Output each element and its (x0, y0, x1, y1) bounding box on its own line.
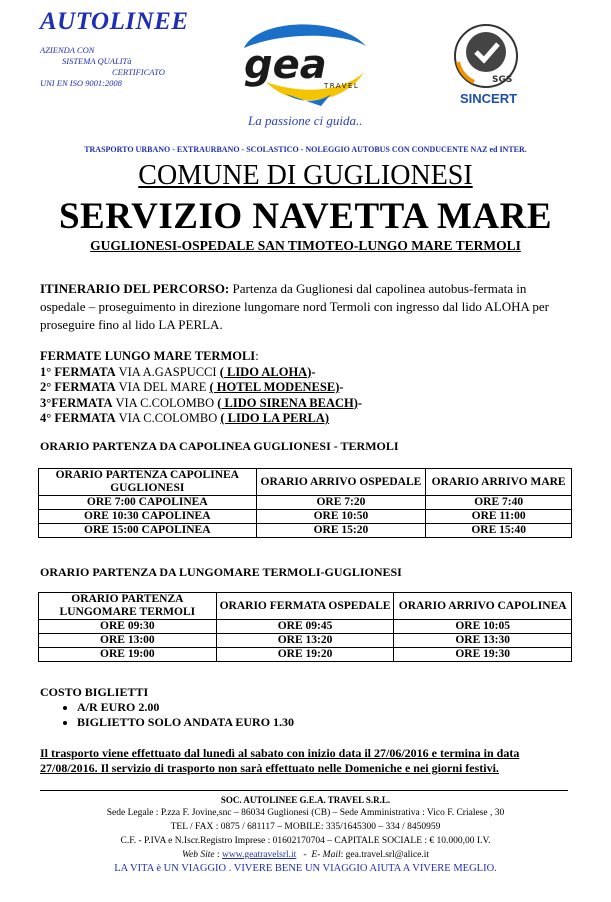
website-link[interactable]: www.geatravelsrl.it (221, 850, 297, 860)
table-cell: ORE 19:00 (39, 648, 217, 662)
table-cell: ORE 7:20 (256, 496, 426, 510)
cert-line: UNI EN ISO 9001:2008 (40, 78, 122, 88)
table-cell: ORE 10:50 (256, 510, 426, 524)
price-item: • BIGLIETTO SOLO ANDATA EURO 1.30 (77, 715, 294, 730)
stops-title: FERMATE LUNGO MARE TERMOLI (40, 349, 256, 363)
logo-text: gea (244, 42, 327, 88)
cert-line: CERTIFICATO (112, 67, 165, 77)
certification-note (40, 45, 165, 89)
comune-title: COMUNE DI GUGLIONESI (138, 160, 473, 191)
itinerary-paragraph (40, 280, 560, 334)
service-notice: Il trasporto viene effettuato dal lunedì al sabato con inizio data il 27/06/2016 e termina in data 27/08/2016. Il servizio di trasporto non sarà effettuato nelle Domeniche e nei giorni festivi. (40, 746, 520, 775)
sgs-text: SGS (492, 75, 513, 85)
table-cell: ORE 7:00 CAPOLINEA (39, 496, 257, 510)
table-row (39, 634, 572, 648)
itinerary-text: Partenza da Guglionesi dal capolinea autobus-fermata in ospedale – proseguimento in direzione lungomare nord Termoli con ingresso dal lido ALOHA per proseguire fino al lido LA PERLA. (40, 281, 549, 332)
table2-title: ORARIO PARTENZA DA LUNGOMARE TERMOLI-GUGLIONESI (40, 565, 402, 579)
column-header: ORARIO ARRIVO CAPOLINEA (394, 593, 572, 620)
company-contacts: Web Site : www.geatravelsrl.it - E- Mail: gea.travel.srl@alice.it (181, 850, 430, 860)
column-header: ORARIO FERMATA OSPEDALE (216, 593, 394, 620)
table-cell: ORE 13:00 (39, 634, 217, 648)
table-row (39, 510, 572, 524)
table1-title: ORARIO PARTENZA DA CAPOLINEA GUGLIONESI - TERMOLI (40, 439, 399, 453)
table-cell: ORE 7:40 (426, 496, 572, 510)
price-item: • A/R EURO 2.00 (77, 700, 294, 715)
stop-item (40, 380, 362, 396)
stop-street: VIA C.COLOMBO (115, 411, 221, 425)
table-cell: ORE 10:05 (394, 620, 572, 634)
timetable-outbound (38, 468, 572, 538)
stop-number: 1° FERMATA (40, 364, 116, 379)
cert-line: SISTEMA QUALITà (62, 56, 132, 66)
table-header-row (39, 593, 572, 620)
stop-item (40, 365, 362, 381)
table-cell: ORE 15:40 (426, 524, 572, 538)
table-cell: ORE 19:20 (216, 648, 394, 662)
gea-travel-logo (226, 20, 376, 110)
stop-street: VIA DEL MARE (115, 380, 210, 394)
stop-number: 3°FERMATA (40, 395, 113, 410)
stop-number: 4° FERMATA (40, 411, 116, 425)
stop-place: ( LIDO ALOHA) (219, 364, 312, 379)
table-cell: ORE 10:30 CAPOLINEA (39, 510, 257, 524)
services-line: TRASPORTO URBANO - EXTRAURBANO - SCOLASTICO - NOLEGGIO AUTOBUS CON CONDUCENTE NAZ ed INTER. (84, 145, 527, 154)
column-header: ORARIO PARTENZA CAPOLINEA GUGLIONESI (39, 469, 257, 496)
column-header: ORARIO ARRIVO MARE (426, 469, 572, 496)
sincert-label: SINCERT (460, 91, 518, 106)
stop-place: ( LIDO LA PERLA) (220, 411, 330, 425)
table-cell: ORE 09:45 (216, 620, 394, 634)
company-address: Sede Legale : P.zza F. Jovine,snc – 86034 Guglionesi (CB) – Sede Amministrativa : Vico F. Crialese , 30 (106, 808, 505, 818)
cert-line: AZIENDA CON (40, 45, 95, 55)
stop-street: VIA A.GASPUCCI (115, 364, 220, 379)
company-tax-info: C.F. - P.IVA e N.Iscr.Registro Imprese : 01602170704 – CAPITALE SOCIALE : € 10.000,00 I.V. (120, 836, 491, 846)
footer-divider (40, 790, 568, 791)
email-link[interactable]: gea.travel.srl@alice.it (345, 850, 430, 860)
logo-subtext: TRAVEL (324, 82, 360, 90)
sgs-seal-icon (452, 22, 520, 90)
table-cell: ORE 15:20 (256, 524, 426, 538)
table-cell: ORE 15:00 CAPOLINEA (39, 524, 257, 538)
itinerary-label: ITINERARIO DEL PERCORSO: (40, 281, 230, 296)
stop-tail: - (357, 395, 363, 410)
table-cell: ORE 09:30 (39, 620, 217, 634)
stop-street: VIA C.COLOMBO (112, 395, 218, 410)
route-subtitle: GUGLIONESI-OSPEDALE SAN TIMOTEO-LUNGO MARE TERMOLI (90, 238, 521, 253)
stop-number: 2° FERMATA (40, 380, 116, 394)
slogan: La passione ci guida.. (248, 113, 363, 128)
brand-title: AUTOLINEE (40, 8, 189, 35)
column-header: ORARIO PARTENZA LUNGOMARE TERMOLI (39, 593, 217, 620)
stops-title-suffix: : (255, 349, 259, 363)
table-row (39, 620, 572, 634)
table-cell: ORE 11:00 (426, 510, 572, 524)
stop-item (40, 411, 362, 427)
mail-label: E- Mail (311, 850, 341, 860)
prices-title: COSTO BIGLIETTI (40, 685, 149, 699)
stop-place: ( HOTEL MODENESE) (209, 380, 340, 394)
table-cell: ORE 13:20 (216, 634, 394, 648)
stop-place: ( LIDO SIRENA BEACH) (217, 395, 358, 410)
company-name: SOC. AUTOLINEE G.E.A. TRAVEL S.R.L. (220, 795, 391, 805)
stop-tail: - (311, 364, 316, 379)
service-title: SERVIZIO NAVETTA MARE (58, 196, 553, 237)
ticket-prices (40, 685, 294, 730)
stops-list (40, 349, 362, 427)
footer-motto: LA VITA è UN VIAGGIO . VIVERE BENE UN VIAGGIO AIUTA A VIVERE MEGLIO. (114, 863, 497, 874)
table-row (39, 524, 572, 538)
table-cell: ORE 19:30 (394, 648, 572, 662)
stop-item (40, 396, 362, 412)
stop-tail: - (339, 380, 344, 394)
table-header-row (39, 469, 572, 496)
table-row (39, 648, 572, 662)
table-row (39, 496, 572, 510)
timetable-return (38, 592, 572, 662)
table-cell: ORE 13:30 (394, 634, 572, 648)
company-phone: TEL / FAX : 0875 / 681117 – MOBILE: 335/1645300 – 334 / 8450959 (170, 822, 441, 832)
column-header: ORARIO ARRIVO OSPEDALE (256, 469, 426, 496)
web-label: Web Site (181, 850, 215, 860)
